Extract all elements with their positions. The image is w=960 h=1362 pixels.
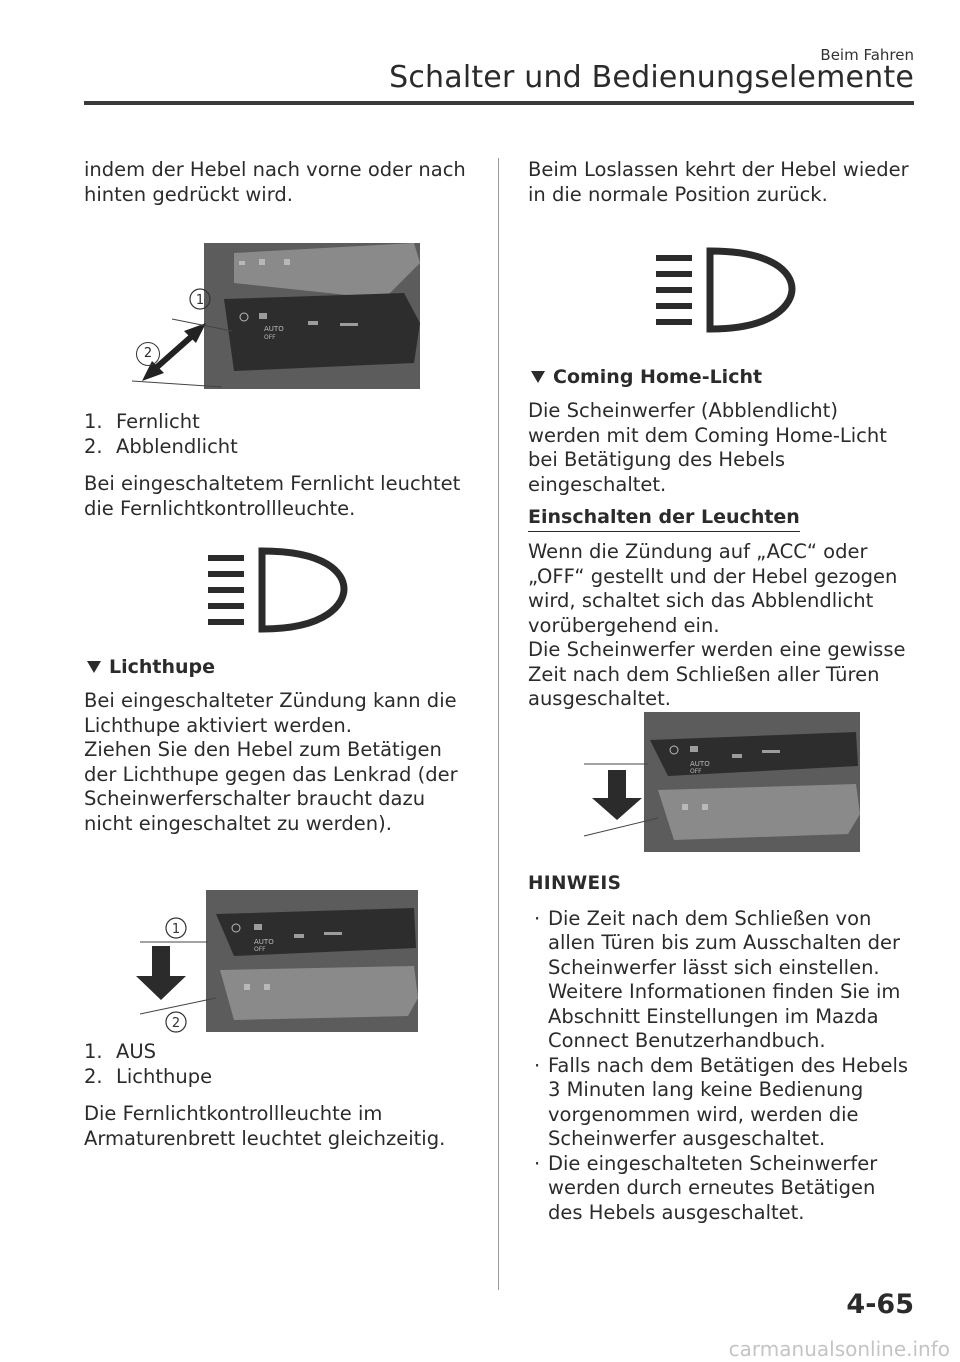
header-rule	[84, 101, 914, 105]
paragraph: Die Scheinwerfer werden eine gewisse Zeit nach dem Schließen aller Türen ausgeschaltet.	[528, 638, 906, 710]
lever-label-off: OFF	[690, 768, 702, 775]
svg-text:2: 2	[171, 1016, 181, 1031]
heading-coming-home: Coming Home-Licht	[528, 365, 914, 389]
paragraph: Ziehen Sie den Hebel zum Betätigen der Lichthupe gegen das Lenkrad (der Scheinwerferschalter braucht dazu nicht eingeschaltet zu werden).	[84, 738, 458, 835]
lever-label-off: OFF	[264, 334, 276, 341]
column-divider	[498, 158, 499, 1290]
note-item: · Die eingeschalteten Scheinwerfer werden durch erneutes Betätigen des Hebels ausgeschaltet.	[528, 1152, 914, 1226]
section-triangle-icon	[87, 661, 101, 673]
push-down-arrow-icon	[592, 770, 642, 820]
heading-lichthupe: Lichthupe	[84, 655, 470, 679]
note-label: HINWEIS	[528, 873, 622, 894]
paragraph: Die Scheinwerfer (Abblendlicht) werden mit dem Coming Home-Licht bei Betätigung des Hebels eingeschaltet.	[528, 399, 887, 496]
high-beam-indicator-icon	[208, 545, 348, 635]
note-section	[528, 872, 914, 1225]
high-beam-icon-wrap	[528, 245, 914, 365]
fig1-callout-2: 2	[136, 342, 160, 366]
push-down-arrow-icon	[136, 946, 186, 1000]
list-item: 2. Abblendlicht	[84, 434, 238, 458]
section-label: Beim Fahren	[820, 46, 914, 64]
list-item: 1. AUS	[84, 1040, 156, 1063]
paragraph: Beim Loslassen kehrt der Hebel wieder in die normale Position zurück.	[528, 158, 909, 206]
svg-text:1: 1	[195, 293, 205, 308]
figure-flash-lever	[124, 888, 424, 1034]
list-item: 2. Lichthupe	[84, 1064, 213, 1088]
lever-label-auto: AUTO	[264, 325, 284, 333]
lever-label-auto: AUTO	[690, 760, 710, 768]
left-column-bottom	[84, 1040, 470, 1151]
callout-2	[166, 1012, 186, 1032]
note-list	[528, 907, 914, 1226]
lever-label-auto: AUTO	[254, 938, 274, 946]
paragraph: Bei eingeschalteter Zündung kann die Lichthupe aktiviert werden.	[84, 689, 457, 737]
right-column	[528, 158, 914, 712]
beam-lever-illustration	[84, 213, 470, 395]
left-column-lower	[84, 410, 470, 836]
figure-beam-lever	[84, 213, 470, 395]
list-beam	[84, 410, 470, 459]
note-item: · Die Zeit nach dem Schließen von allen Türen bis zum Ausschalten der Scheinwerfer lässt sich einstellen. Weitere Informationen finden Sie im Abschnitt Einstellungen im Mazda Connect Benutzerhandbuch.	[528, 907, 914, 1054]
page-number: 4-65	[846, 1289, 914, 1320]
paragraph: Wenn die Zündung auf „ACC“ oder „OFF“ gestellt und der Hebel gezogen wird, schaltet sich das Abblendlicht vorübergehend ein.	[528, 540, 898, 637]
lever-label-off: OFF	[254, 946, 266, 953]
svg-text:1: 1	[171, 922, 181, 937]
figure-coming-home-lever	[578, 710, 862, 854]
paragraph: Die Fernlichtkontrollleuchte im Armaturenbrett leuchtet gleichzeitig.	[84, 1102, 446, 1150]
subheading-einschalten: Einschalten der Leuchten	[528, 505, 800, 532]
list-flash	[84, 1040, 470, 1089]
high-beam-indicator-icon	[656, 245, 796, 335]
note-item: · Falls nach dem Betätigen des Hebels 3 Minuten lang keine Bedienung vorgenommen wird, werden die Scheinwerfer ausgeschaltet.	[528, 1054, 914, 1152]
intro-text: indem der Hebel nach vorne oder nach hinten gedrückt wird.	[84, 158, 466, 206]
chapter-title: Schalter und Bedienungselemente	[389, 60, 914, 95]
section-triangle-icon	[531, 371, 545, 383]
list-item: 1. Fernlicht	[84, 410, 200, 433]
paragraph: Bei eingeschaltetem Fernlicht leuchtet die Fernlichtkontrollleuchte.	[84, 472, 461, 520]
high-beam-icon-wrap	[84, 545, 470, 655]
watermark: carmanualsonline.info	[728, 1337, 950, 1361]
callout-1	[166, 918, 186, 938]
